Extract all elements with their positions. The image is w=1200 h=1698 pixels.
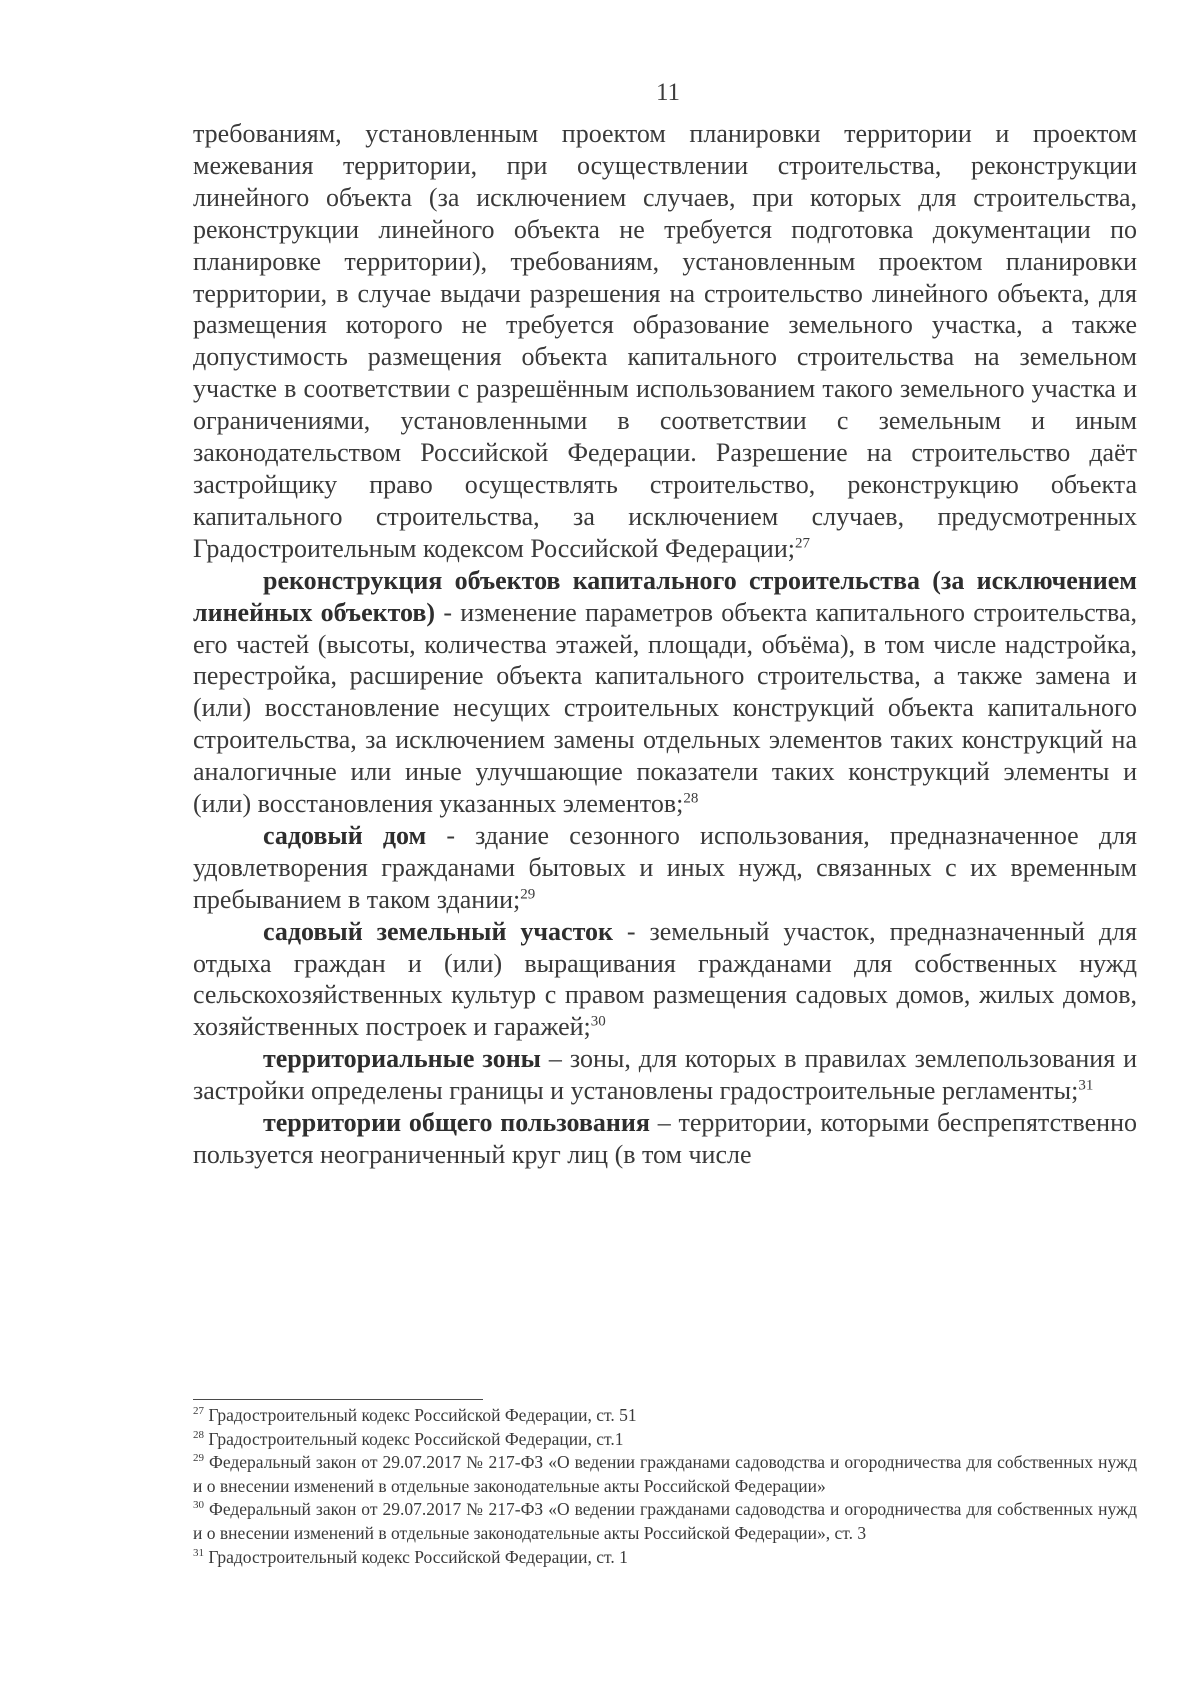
definition-term: садовый земельный участок: [263, 916, 613, 946]
footnote-ref: 28: [683, 790, 699, 807]
definition-term: территории общего пользования: [263, 1108, 650, 1138]
footnote-divider: [193, 1399, 483, 1400]
definition-text: - изменение параметров объекта капитального строительства, его частей (высоты, количества этажей, площади, объёма), в том числе надстройка, перестройка, расширение объекта капитального строительства, а также замена и (или) восстановление несущих строительных конструкций объекта капитального строительства, за исключением замены отдельных элементов таких конструкций на аналогичные или иные улучшающие показатели таких конструкций элементы и (или) восстановления указанных элементов;: [193, 597, 1137, 819]
footnote-text: Градостроительный кодекс Российской Федерации, ст.1: [204, 1428, 624, 1449]
footnote-ref: 31: [1078, 1077, 1094, 1094]
footnote-number: 30: [193, 1499, 204, 1512]
page-number: 11: [655, 79, 681, 106]
footnote: [193, 1546, 1137, 1570]
definition-term: садовый дом: [263, 820, 427, 850]
intro-paragraph-text: требованиям, установленным проектом планировки территории и проектом межевания территории, при осуществлении строительства, реконструкции линейного объекта (за исключением случаев, при которых для строительства, реконструкции линейного объекта не требуется подготовка документации по планировке территории), требованиям, установленным проектом планировки территории, в случае выдачи разрешения на строительство линейного объекта, для размещения которого не требуется образование земельного участка, а также допустимость размещения объекта капитального строительства на земельном участке в соответствии с разрешённым использованием такого земельного участка и ограничениями, установленными в соответствии с земельным и иным законодательством Российской Федерации. Разрешение на строительство даёт застройщику право осуществлять строительство, реконструкцию объекта капитального строительства, за исключением случаев, предусмотренных Градостроительным кодексом Российской Федерации;: [193, 119, 1137, 563]
definition-term: территориальные зоны: [263, 1044, 541, 1074]
footnote: [193, 1498, 1137, 1545]
footnote-number: 27: [193, 1405, 204, 1418]
definition-paragraph: [193, 565, 1137, 820]
footnote: [193, 1404, 1137, 1428]
footnote-ref: 27: [794, 535, 810, 552]
footnote: [193, 1428, 1137, 1452]
body-text: [193, 118, 1137, 1171]
footnote-text: Градостроительный кодекс Российской Федерации, ст. 51: [204, 1405, 637, 1425]
footnote-number: 29: [193, 1452, 204, 1465]
footnote-text: Федеральный закон от 29.07.2017 № 217-ФЗ «О ведении гражданами садоводства и огородничества для собственных нужд и о внесении изменений в отдельные законодательные акты Российской Федерации»: [193, 1452, 1137, 1496]
definition-text: - земельный участок, предназначенный для отдыха граждан и (или) выращивания гражданами для собственных нужд сельскохозяйственных культур с правом размещения садовых домов, жилых домов, хозяйственных построек и гаражей;: [193, 916, 1137, 1042]
footnote-number: 28: [193, 1428, 204, 1441]
definition-paragraph: [193, 820, 1137, 916]
footnote-text: Федеральный закон от 29.07.2017 № 217-ФЗ «О ведении гражданами садоводства и огородничества для собственных нужд и о внесении изменений в отдельные законодательные акты Российской Федерации», ст. 3: [193, 1499, 1137, 1543]
footnotes: [193, 1404, 1137, 1569]
intro-paragraph: [193, 118, 1137, 565]
footnote-ref: 30: [590, 1013, 606, 1030]
definition-text: – зоны, для которых в правилах землепользования и застройки определены границы и установлены градостроительные регламенты;: [193, 1044, 1138, 1106]
definition-term: реконструкция объектов капитального строительства (за исключением линейных объектов): [193, 565, 1137, 627]
definition-paragraph: [193, 1107, 1137, 1171]
footnote-text: Градостроительный кодекс Российской Федерации, ст. 1: [204, 1546, 628, 1567]
definition-paragraph: [193, 1043, 1137, 1107]
definition-text: – территории, которыми беспрепятственно пользуется неограниченный круг лиц (в том числе: [193, 1108, 1137, 1169]
footnote: [193, 1451, 1137, 1498]
footnote-ref: 29: [520, 886, 536, 903]
definition-text: - здание сезонного использования, предназначенное для удовлетворения гражданами бытовых и иных нужд, связанных с их временным пребыванием в таком здании;: [193, 820, 1137, 914]
footnote-number: 31: [193, 1546, 204, 1559]
definition-paragraph: [193, 916, 1137, 1044]
